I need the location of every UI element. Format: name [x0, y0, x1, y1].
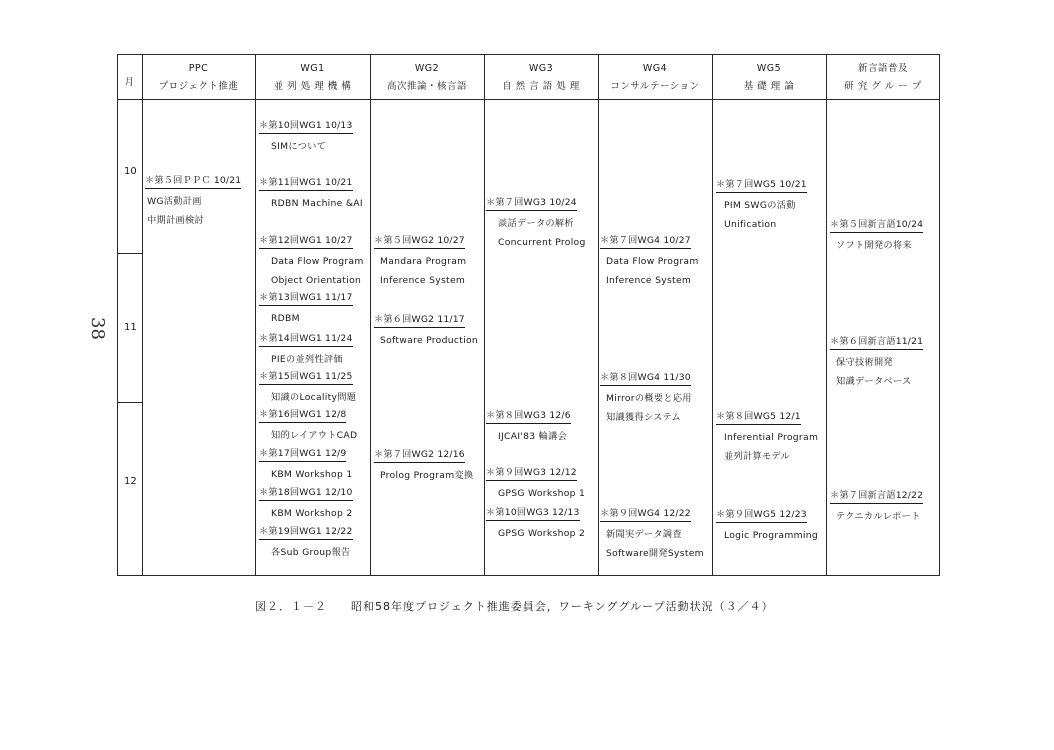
meeting-entry: [259, 409, 357, 442]
meeting-topic: 並列計算モデル: [724, 451, 790, 462]
meeting-heading: ＊第８回WG3 12/6: [486, 410, 571, 424]
meeting-entry: [259, 448, 352, 481]
meeting-entry: [259, 526, 353, 559]
meeting-topic: 談話データの解析: [498, 218, 574, 229]
column-divider: [826, 54, 827, 576]
meeting-entry: [716, 179, 807, 231]
column-header-wg4: [598, 62, 712, 93]
meeting-topic: Inference System: [606, 275, 692, 286]
column-divider: [255, 54, 256, 576]
column-subtitle: 基 礎 理 論: [743, 81, 795, 92]
meeting-entry: [145, 175, 241, 227]
meeting-entry: [486, 197, 586, 249]
meeting-topic: GPSG Workshop 2: [498, 528, 586, 539]
meeting-entry: [374, 235, 466, 287]
meeting-entry: [374, 449, 473, 482]
meeting-topic: PIM SWGの活動: [724, 200, 796, 211]
column-header-new: [826, 62, 940, 93]
meeting-topic: 各Sub Group報告: [271, 547, 351, 558]
meeting-topic: 保守技術開発: [836, 357, 893, 368]
column-divider: [142, 54, 143, 576]
month-column-header: 月: [124, 77, 135, 88]
meeting-entry: [259, 235, 364, 287]
meeting-entry: [600, 372, 692, 424]
handwritten-page-number: 38: [86, 317, 108, 340]
meeting-entry: [830, 219, 923, 252]
meeting-heading: ＊第８回WG4 11/30: [600, 372, 691, 386]
meeting-heading: ＊第５回WG2 10/27: [374, 235, 465, 249]
column-header-wg2: [370, 62, 484, 93]
meeting-heading: ＊第５回新言語10/24: [830, 219, 923, 233]
meeting-entry: [259, 371, 356, 404]
meeting-topic: Concurrent Prolog: [498, 237, 586, 248]
meeting-heading: ＊第15回WG1 11/25: [259, 371, 353, 385]
meeting-topic: Inferential Program: [724, 432, 819, 443]
meeting-topic: Software Production: [380, 335, 478, 346]
meeting-topic: Mirrorの概要と応用: [606, 393, 692, 404]
meeting-heading: ＊第16回WG1 12/8: [259, 409, 346, 423]
column-title: WG1: [300, 63, 325, 74]
meeting-heading: ＊第10回WG3 12/13: [486, 507, 580, 521]
month-label-11: 11: [124, 322, 137, 333]
meeting-topic: 知識獲得システム: [606, 412, 681, 423]
meeting-entry: [830, 490, 923, 523]
meeting-topic: Software開発System: [606, 548, 704, 559]
meeting-topic: 知識データベース: [836, 376, 912, 387]
meeting-topic: RDBM: [271, 313, 300, 324]
column-divider: [484, 54, 485, 576]
meeting-topic: GPSG Workshop 1: [498, 488, 586, 499]
month-divider-10-11: [117, 253, 142, 254]
meeting-entry: [259, 292, 353, 325]
meeting-heading: ＊第９回WG4 12/22: [600, 508, 691, 522]
meeting-topic: RDBN Machine &AI: [271, 198, 363, 209]
column-title: 新言語普及: [857, 63, 908, 74]
meeting-topic: Object Orientation: [271, 275, 362, 286]
meeting-entry: [486, 467, 585, 500]
column-subtitle: コンサルテーション: [610, 81, 700, 92]
meeting-heading: ＊第19回WG1 12/22: [259, 526, 353, 540]
column-subtitle: 自 然 言 語 処 理: [502, 81, 580, 92]
meeting-topic: Mandara Program: [380, 256, 467, 267]
column-header-wg1: [255, 62, 370, 93]
column-subtitle: 並 列 処 理 機 構: [273, 81, 352, 92]
meeting-topic: SIMについて: [271, 141, 327, 152]
month-divider-11-12: [117, 402, 142, 403]
meeting-heading: ＊第７回WG5 10/21: [716, 179, 807, 193]
meeting-heading: ＊第13回WG1 11/17: [259, 292, 353, 306]
meeting-entry: [259, 487, 353, 520]
meeting-topic: PIEの並列性評価: [271, 354, 343, 365]
meeting-heading: ＊第９回WG5 12/23: [716, 509, 807, 523]
meeting-topic: KBM Workshop 2: [271, 508, 353, 519]
meeting-heading: ＊第18回WG1 12/10: [259, 487, 353, 501]
meeting-heading: ＊第14回WG1 11/24: [259, 333, 353, 347]
meeting-heading: ＊第７回WG2 12/16: [374, 449, 465, 463]
meeting-heading: ＊第６回WG2 11/17: [374, 314, 465, 328]
column-title: WG4: [642, 63, 668, 74]
meeting-topic: Logic Programming: [724, 530, 818, 541]
column-title: WG3: [528, 63, 554, 74]
meeting-heading: ＊第10回WG1 10/13: [259, 120, 353, 134]
column-title: WG2: [414, 63, 440, 74]
meeting-entry: [259, 333, 353, 366]
meeting-entry: [830, 336, 923, 388]
column-subtitle: プロジェクト推進: [158, 81, 239, 92]
meeting-entry: [600, 508, 704, 560]
column-subtitle: 研 究 グ ル ー プ: [844, 81, 922, 92]
meeting-heading: ＊第７回新言語12/22: [830, 490, 923, 504]
figure-caption: 図２．１－２ 昭和58年度プロジェクト推進委員会，ワーキンググループ活動状況（３／４）: [255, 600, 774, 613]
column-title: WG5: [756, 63, 782, 74]
column-header-wg5: [712, 62, 826, 93]
meeting-heading: ＊第７回WG3 10/24: [486, 197, 577, 211]
meeting-topic: テクニカルレポート: [836, 511, 921, 522]
meeting-entry: [600, 235, 699, 287]
meeting-heading: ＊第６回新言語11/21: [830, 336, 923, 350]
column-title: PPC: [188, 63, 209, 74]
meeting-topic: 知的レイアウトCAD: [271, 430, 358, 441]
column-subtitle: 高次推論・核言語: [386, 81, 467, 92]
meeting-heading: ＊第７回WG4 10/27: [600, 235, 691, 249]
column-divider: [370, 54, 371, 576]
meeting-topic: 中期計画検討: [147, 215, 204, 226]
meeting-topic: Data Flow Program: [606, 256, 699, 267]
meeting-heading: ＊第８回WG5 12/1: [716, 411, 801, 425]
meeting-heading: ＊第９回WG3 12/12: [486, 467, 577, 481]
meeting-topic: 新聞実データ調査: [606, 529, 682, 540]
meeting-topic: Prolog Program変換: [380, 470, 474, 481]
column-header-ppc: [142, 62, 255, 93]
meeting-entry: [716, 509, 818, 542]
meeting-heading: ＊第11回WG1 10/21: [259, 177, 353, 191]
meeting-heading: ＊第17回WG1 12/9: [259, 448, 346, 462]
column-divider: [712, 54, 713, 576]
meeting-topic: Unification: [724, 219, 777, 230]
meeting-heading: ＊第５回ＰＰＣ 10/21: [145, 175, 241, 189]
meeting-entry: [259, 120, 353, 153]
meeting-topic: KBM Workshop 1: [271, 469, 353, 480]
meeting-topic: IJCAI'83 輪講会: [498, 431, 568, 442]
meeting-entry: [486, 507, 585, 540]
meeting-topic: Inference System: [380, 275, 466, 286]
month-label-12: 12: [124, 476, 137, 487]
month-label-10: 10: [124, 166, 137, 177]
meeting-heading: ＊第12回WG1 10/27: [259, 235, 353, 249]
meeting-entry: [259, 177, 363, 210]
header-divider: [117, 99, 940, 100]
column-header-wg3: [484, 62, 598, 93]
meeting-topic: 知識のLocality問題: [271, 392, 357, 403]
meeting-topic: ソフト開発の将来: [836, 240, 912, 251]
meeting-topic: Data Flow Program: [271, 256, 364, 267]
meeting-entry: [486, 410, 571, 443]
meeting-entry: [374, 314, 478, 347]
meeting-entry: [716, 411, 818, 463]
meeting-topic: WG活動計画: [147, 196, 202, 207]
column-divider: [598, 54, 599, 576]
